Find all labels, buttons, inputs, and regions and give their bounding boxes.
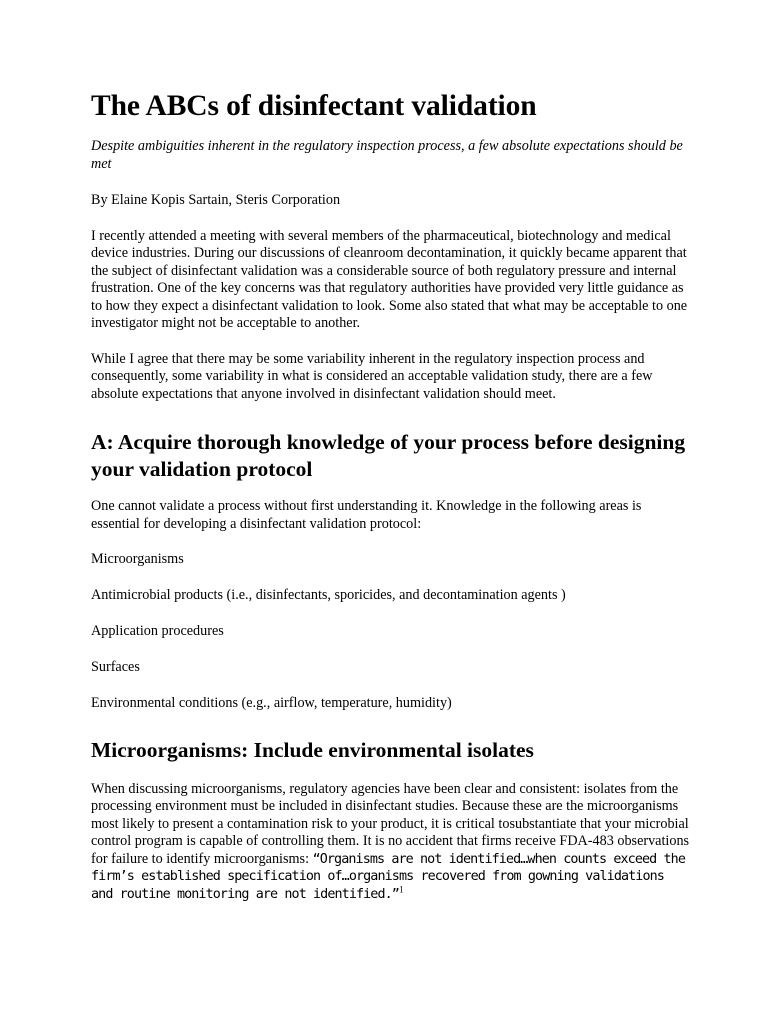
section-a-heading: A: Acquire thorough knowledge of your process before designing your validation protocol (91, 430, 686, 481)
paragraph-text: When discussing microorganisms, regulatory agencies have been clear and consistent: isolates from the processing environment must be included in disinfectant studies. Because these are the microorganisms most likely to present a contamination risk to your product, it is critical tosubstantiate that your microbial control program is capable of controlling them. It is no accident that firms receive FDA-483 observations for failure to identify microorganisms: (91, 780, 690, 867)
article-title: The ABCs of disinfectant validation (91, 90, 537, 122)
list-item: Application procedures (91, 623, 224, 639)
section-a-paragraph: One cannot validate a process without first understanding it. Knowledge in the following areas is essential for developing a disinfectant validation protocol: (91, 498, 642, 532)
article-subtitle: Despite ambiguities inherent in the regulatory inspection process, a few absolute expectations should be met (91, 138, 683, 172)
document-page (91, 88, 691, 921)
section-microorganisms-paragraph (91, 781, 691, 904)
knowledge-areas-list (91, 551, 691, 713)
article-byline: By Elaine Kopis Sartain, Steris Corporation (91, 192, 341, 208)
intro-paragraph-2: While I agree that there may be some variability inherent in the regulatory inspection process and consequently, some variability in what is considered an acceptable validation study, there are a few absolute expectations that anyone involved in disinfectant validation should meet. (91, 350, 653, 402)
list-item: Environmental conditions (e.g., airflow, temperature, humidity) (91, 695, 452, 711)
section-microorganisms-heading: Microorganisms: Include environmental isolates (91, 737, 534, 762)
list-item: Surfaces (91, 659, 140, 675)
list-item: Antimicrobial products (i.e., disinfectants, sporicides, and decontamination agents ) (91, 587, 566, 603)
fda-quote: “Organisms are not identified…when counts exceed the firm’s established specification of…organisms recovered from gowning validations and routine monitoring are not identified.” (91, 851, 685, 902)
intro-paragraph-1: I recently attended a meeting with several members of the pharmaceutical, biotechnology and medical device industries. During our discussions of cleanroom decontamination, it quickly became apparent that the subject of disinfectant validation was a considerable source of both regulatory pressure and internal frustration. One of the key concerns was that regulatory authorities have provided very little guidance as to how they expect a disinfectant validation to look. Some also stated that what may be acceptable to one investigator might not be acceptable to another. (91, 227, 688, 331)
footnote-marker: 1 (398, 883, 404, 894)
list-item: Microorganisms (91, 551, 184, 567)
